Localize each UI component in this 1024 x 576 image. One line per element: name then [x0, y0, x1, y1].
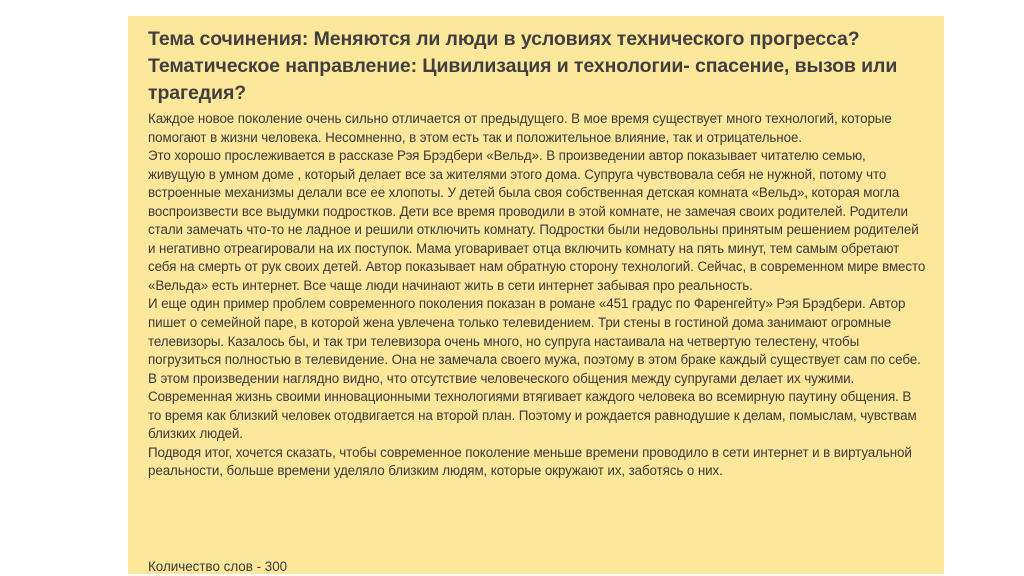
- essay-paragraph-conclusion: Подводя итог, хочется сказать, чтобы современное поколение меньше времени проводило в сети интернет и в виртуальной реальности, больше времени уделяло близким людям, которые окружают их, заботясь о них.: [148, 444, 912, 479]
- essay-paragraph-veld: Это хорошо прослеживается в рассказе Рэя Брэдбери «Вельд». В произведении автор показывает читателю семью, живущую в умном доме , который делает все за жителями этого дома. Супруга чувствовала себя не нужной, потому что встроенные механизмы делали все ее хлопоты. У детей была своя собственная детская комната «Вельд», которая могла воспроизвести все выдумки подростков. Дети все время проводили в этой комнате, не замечая своих родителей. Родители стали замечать что-то не ладное и решили отключить комнату. Подростки были недовольны принятым решением родителей и негативно отреагировали на их поступок. Мама уговаривает отца включить комнату на пять минут, тем самым обретают себя на смерть от рук своих детей. Автор показывает нам обратную сторону технологий. Сейчас, в современном мире вместо «Вельда» есть интернет. Все чаще люди начинают жить в сети интернет забывая про реальность.: [148, 148, 926, 293]
- essay-topic: Тема сочинения: Меняются ли люди в условиях технического прогресса?: [148, 28, 860, 50]
- essay-body: [148, 110, 926, 481]
- thematic-direction: Тематическое направление: Цивилизация и технологии- спасение, вызов или трагедия?: [148, 55, 898, 104]
- essay-paragraph-451: И еще один пример проблем современного поколения показан в романе «451 градус по Фаренгейту» Рэя Брэдбери. Автор пишет о семейной паре, в которой жена увлечена только телевидением. Три стены в гостиной дома занимают огромные телевизоры. Казалось бы, и так три телевизора очень много, но супруга настаивала на четвертую телестену, чтобы погрузиться полностью в телевидение. Она не замечала своего мужа, поэтому в этом браке каждый существует сам по себе. В этом произведении наглядно видно, что отсутствие человеческого общения между супругами делает их чужими. Современная жизнь своими инновационными технологиями втягивает каждого человека во всемирную паутину общения. В то время как близкий человек отодвигается на второй план. Поэтому и рождается равнодушие к делам, помыслам, чувствам близких людей.: [148, 296, 921, 442]
- slide: [128, 16, 944, 574]
- essay-title: [148, 26, 926, 107]
- word-count: Количество слов - 300: [148, 559, 288, 574]
- essay-paragraph-intro: Каждое новое поколение очень сильно отличается от предыдущего. В мое время существует много технологий, которые помогают в жизни человека. Несомненно, в этом есть так и положительное влияние, так и отрицательное.: [148, 111, 892, 145]
